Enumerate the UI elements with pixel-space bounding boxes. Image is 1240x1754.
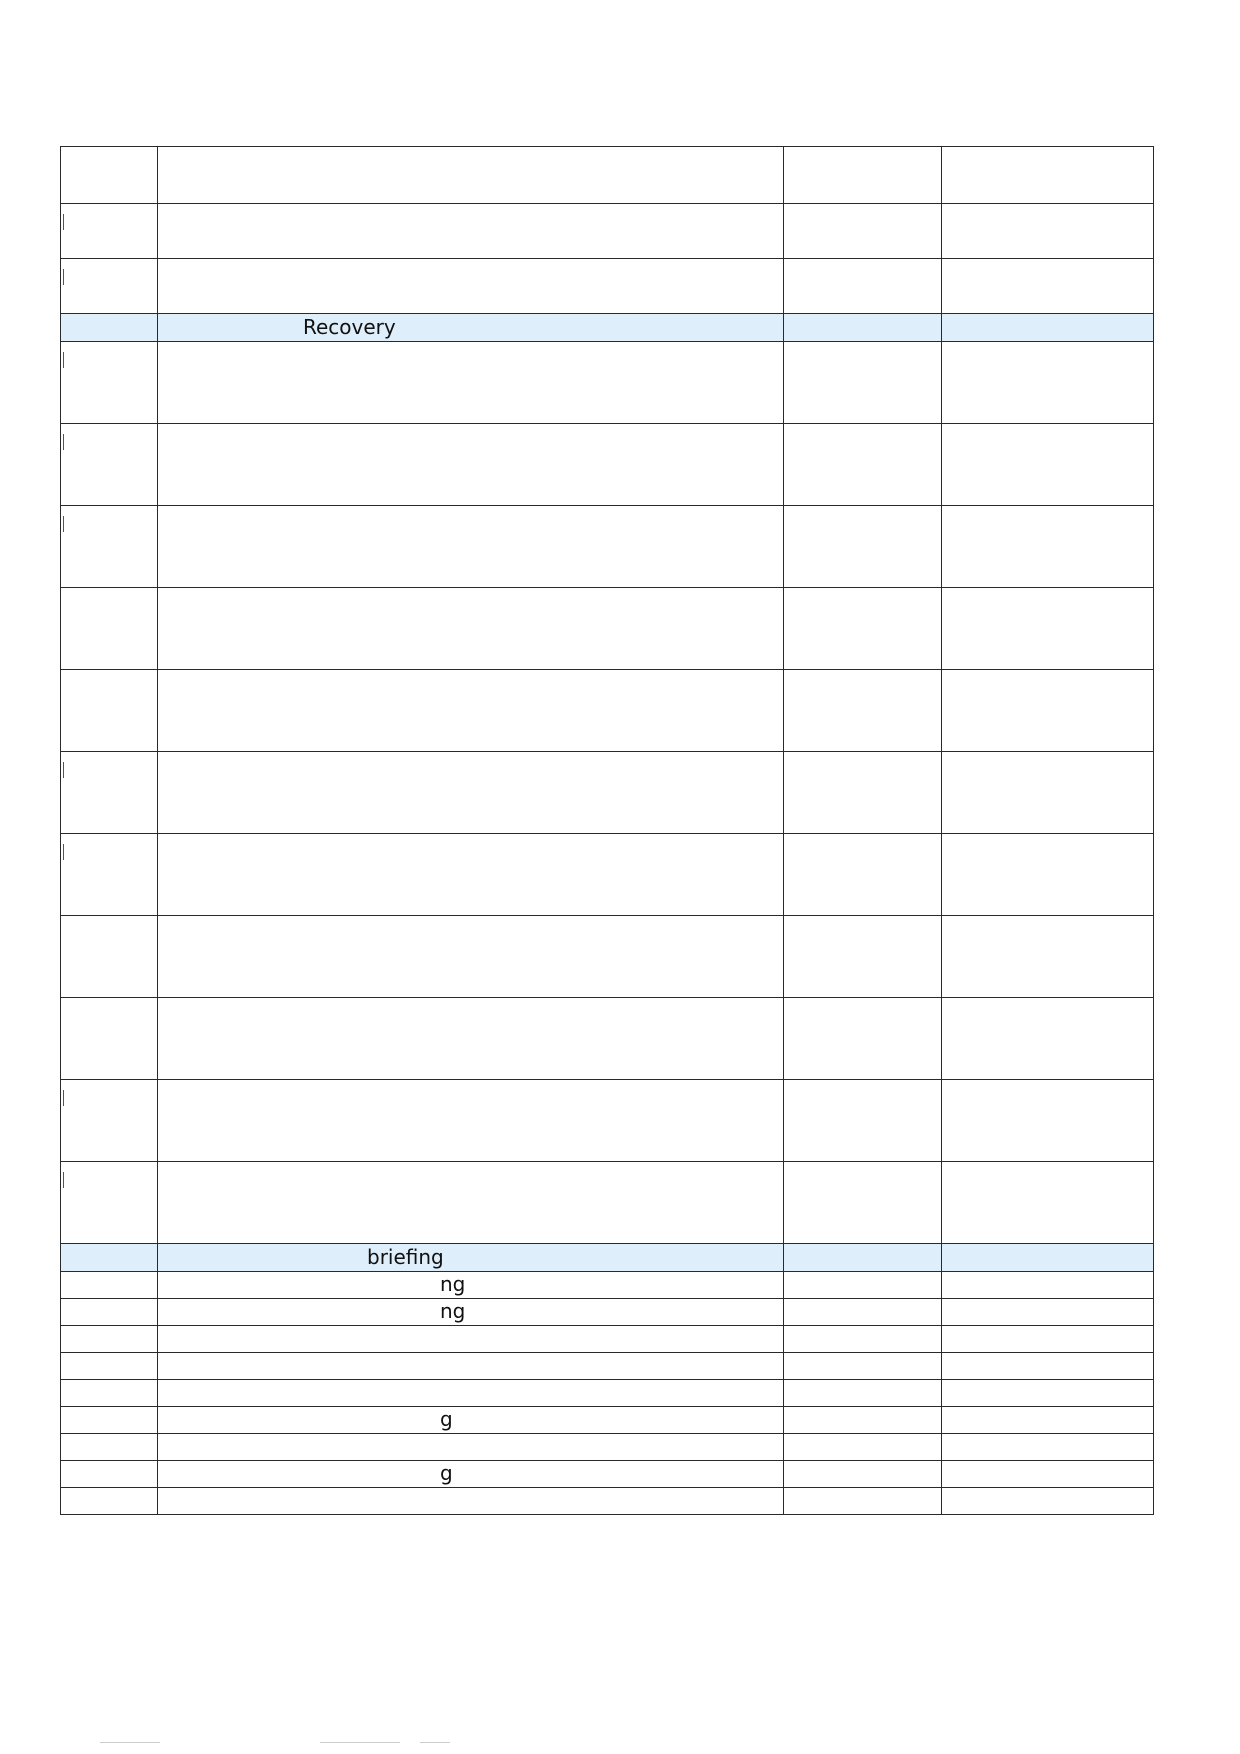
table-cell [942,1353,1154,1380]
table-cell [784,1244,942,1272]
table-cell [158,1407,784,1434]
table-row [61,424,1154,506]
form-table [60,146,1154,1515]
table-cell [61,147,158,204]
table-cell [61,1407,158,1434]
table-cell [158,1326,784,1353]
table-cell [61,916,158,998]
table-cell [158,314,784,342]
table-cell [61,1353,158,1380]
table-cell [61,342,158,424]
table-cell [158,834,784,916]
table-row [61,1380,1154,1407]
table-cell [942,506,1154,588]
table-cell [942,204,1154,259]
table-row [61,1353,1154,1380]
section-header-briefing [61,1244,1154,1272]
scan-mark [63,516,64,532]
table-cell [942,834,1154,916]
table-cell [158,506,784,588]
table-row [61,1407,1154,1434]
section-title: briefing [367,1245,444,1269]
table-cell [61,1162,158,1244]
table-cell [942,1380,1154,1407]
table-row [61,204,1154,259]
table-cell [784,1299,942,1326]
table-cell [942,1244,1154,1272]
table-cell [158,1353,784,1380]
table-cell [61,588,158,670]
table-row [61,147,1154,204]
table-cell [784,916,942,998]
table-row [61,588,1154,670]
table-cell [784,1488,942,1515]
table-cell [784,998,942,1080]
table-row [61,998,1154,1080]
table-cell [61,834,158,916]
text-fragment: g [440,1407,453,1431]
table-cell [158,1380,784,1407]
table-cell [158,424,784,506]
table-cell [942,1461,1154,1488]
scan-mark [63,1172,64,1188]
table-row [61,1461,1154,1488]
table-cell [784,1380,942,1407]
table-cell [942,1080,1154,1162]
table-cell [942,147,1154,204]
table-cell [784,1434,942,1461]
table-cell [784,204,942,259]
table-row [61,752,1154,834]
table-cell [942,1488,1154,1515]
table-row [61,1272,1154,1299]
table-cell [61,1080,158,1162]
table-cell [942,588,1154,670]
table-row [61,670,1154,752]
table-cell [158,752,784,834]
table-cell [942,998,1154,1080]
table-cell [158,1244,784,1272]
table-cell [784,1353,942,1380]
table-cell [784,1080,942,1162]
table-row [61,1162,1154,1244]
table-cell [158,998,784,1080]
table-cell [61,424,158,506]
table-cell [61,1244,158,1272]
table-cell [784,1162,942,1244]
table-cell [784,834,942,916]
table-row [61,1080,1154,1162]
table-cell [61,1326,158,1353]
table-cell [158,1080,784,1162]
scan-mark [63,269,64,285]
table-cell [942,259,1154,314]
table-row [61,916,1154,998]
table-cell [942,1434,1154,1461]
table-cell [942,342,1154,424]
table-cell [61,1434,158,1461]
section-header-recovery [61,314,1154,342]
scan-mark [63,434,64,450]
table-cell [61,204,158,259]
table-row [61,834,1154,916]
table-cell [61,752,158,834]
table-cell [942,424,1154,506]
table-cell [158,1461,784,1488]
table-cell [784,314,942,342]
text-fragment: ng [440,1299,466,1323]
table-cell [61,259,158,314]
table-cell [784,424,942,506]
table-cell [784,752,942,834]
table-row [61,1488,1154,1515]
text-fragment: ng [440,1272,466,1296]
section-title: Recovery [303,315,396,339]
table-cell [158,259,784,314]
table-row [61,259,1154,314]
table-cell [158,1162,784,1244]
table-cell [158,1434,784,1461]
table-cell [784,1326,942,1353]
table-cell [942,1272,1154,1299]
table-cell [784,1461,942,1488]
table-cell [61,1272,158,1299]
scan-mark [63,214,64,230]
table-cell [942,1326,1154,1353]
table-cell [942,1299,1154,1326]
table-cell [158,1272,784,1299]
table-cell [784,259,942,314]
table-cell [942,1162,1154,1244]
table-cell [784,147,942,204]
table-cell [784,506,942,588]
table-cell [158,342,784,424]
table-cell [942,314,1154,342]
table-cell [158,916,784,998]
table-cell [942,670,1154,752]
table-cell [784,342,942,424]
scan-mark [63,762,64,778]
table-cell [158,670,784,752]
scan-artifact [100,1742,480,1744]
scan-mark [63,844,64,860]
table-cell [61,506,158,588]
table-row [61,506,1154,588]
text-fragment: g [440,1461,453,1485]
table-cell [61,314,158,342]
table-cell [784,670,942,752]
table-row [61,342,1154,424]
table-cell [61,1380,158,1407]
table-row [61,1299,1154,1326]
table-cell [61,998,158,1080]
table-cell [61,1461,158,1488]
table-cell [784,1272,942,1299]
scan-mark [63,1090,64,1106]
table-cell [942,752,1154,834]
table-cell [158,588,784,670]
table-cell [158,1299,784,1326]
table-cell [158,147,784,204]
table-cell [942,916,1154,998]
table-cell [61,670,158,752]
table-cell [158,1488,784,1515]
scan-mark [63,352,64,368]
table-cell [61,1299,158,1326]
table-cell [942,1407,1154,1434]
table-cell [158,204,784,259]
table-cell [61,1488,158,1515]
table-cell [784,1407,942,1434]
table-cell [784,588,942,670]
table-row [61,1434,1154,1461]
table-row [61,1326,1154,1353]
